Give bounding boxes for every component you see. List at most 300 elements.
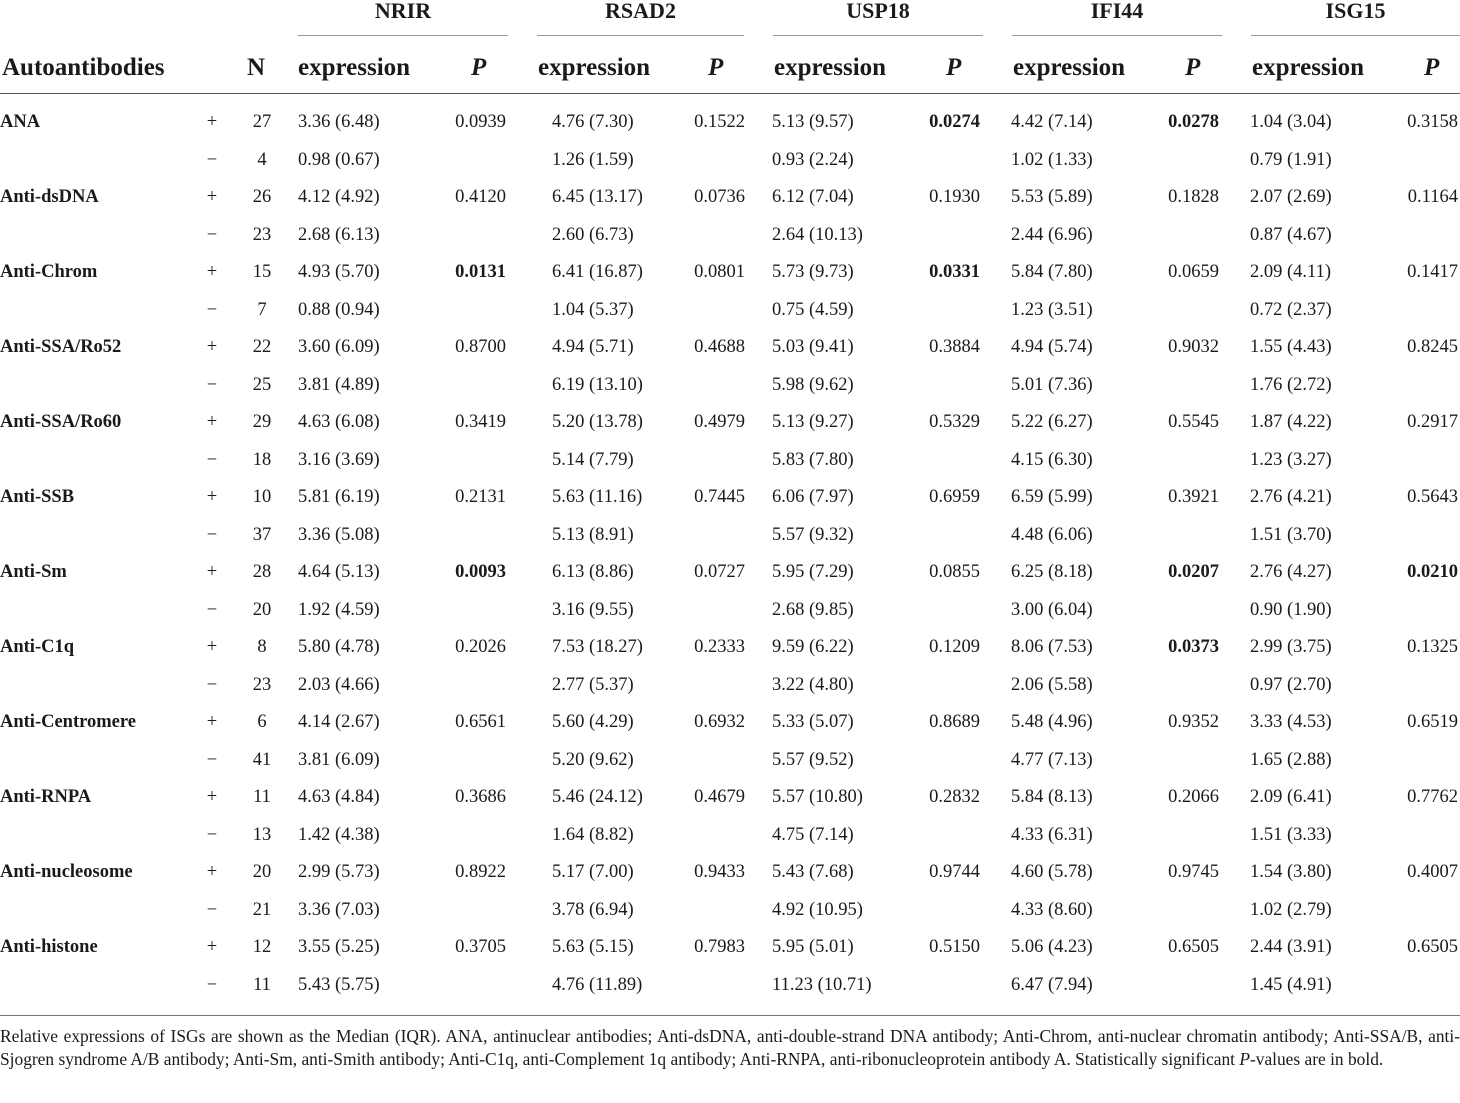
gene-underline-nrir [298, 35, 508, 36]
gene-header-ifi44: IFI44 [1090, 0, 1144, 23]
expression-cell: 3.36 (5.08) [298, 524, 380, 545]
p-value-cell [1159, 142, 1221, 180]
autoantibody-name: Anti-RNPA [0, 787, 92, 808]
gene-underline-ifi44 [1012, 35, 1222, 36]
expression-cell: 5.13 (8.91) [552, 524, 634, 545]
header-expression-isg15: expression [1252, 54, 1365, 81]
p-value-cell [1398, 517, 1460, 555]
column-gap [747, 929, 772, 967]
column-gap [747, 517, 772, 555]
column-gap [508, 367, 537, 405]
p-value-cell [685, 592, 747, 630]
expression-cell: 3.78 (6.94) [552, 899, 634, 920]
autoantibody-name-empty [0, 442, 198, 480]
expression-cell: 5.14 (7.79) [552, 449, 634, 470]
p-value-cell: 0.9745 [1168, 862, 1219, 883]
sign-cell: + [206, 562, 218, 583]
header-p-nrir: P [471, 54, 487, 81]
column-gap [982, 104, 1011, 142]
expression-cell: 3.16 (3.69) [298, 449, 380, 470]
column-gap [508, 892, 537, 930]
column-gap [1221, 592, 1250, 630]
table-row-ana-positive [0, 104, 1460, 142]
sign-cell: − [206, 824, 218, 845]
gene-header-rsad2: RSAD2 [605, 0, 676, 23]
column-gap [1221, 742, 1250, 780]
p-value-cell: 0.4007 [1407, 862, 1458, 883]
table-row-anti-chrom-negative [0, 292, 1460, 330]
column-gap [747, 292, 772, 330]
expression-cell: 1.23 (3.51) [1011, 299, 1093, 320]
header-p-isg15: P [1424, 54, 1440, 81]
autoantibody-name-empty [0, 292, 198, 330]
expression-cell: 4.63 (6.08) [298, 412, 380, 433]
column-gap [508, 704, 537, 742]
table-row-anti-ssb-negative [0, 517, 1460, 555]
column-gap [982, 442, 1011, 480]
n-cell: 26 [252, 187, 272, 208]
p-value-cell: 0.3419 [455, 412, 506, 433]
n-cell: 37 [252, 524, 272, 545]
column-gap [1221, 629, 1250, 667]
column-gap [982, 517, 1011, 555]
expression-cell: 11.23 (10.71) [772, 974, 872, 995]
column-gap [508, 404, 537, 442]
table-row-anti-ssa-ro60-positive [0, 404, 1460, 442]
autoantibody-name: ANA [0, 112, 41, 133]
p-value-cell [1398, 742, 1460, 780]
header-p-usp18: P [946, 54, 962, 81]
column-gap [1221, 404, 1250, 442]
autoantibody-name: Anti-C1q [0, 637, 75, 658]
n-cell: 20 [252, 599, 272, 620]
expression-cell: 4.15 (6.30) [1011, 449, 1093, 470]
table-row-anti-centromere-negative [0, 742, 1460, 780]
expression-cell: 2.07 (2.69) [1250, 187, 1332, 208]
p-value-cell [446, 142, 508, 180]
column-gap [508, 742, 537, 780]
p-value-cell [685, 217, 747, 255]
column-gap [747, 367, 772, 405]
p-value-cell [1159, 742, 1221, 780]
p-value-cell [1159, 667, 1221, 705]
table-row-anti-ssa-ro60-negative [0, 442, 1460, 480]
expression-cell: 3.36 (7.03) [298, 899, 380, 920]
sign-cell: − [206, 449, 218, 470]
table-row-anti-chrom-positive [0, 254, 1460, 292]
header-autoantibodies: Autoantibodies [2, 54, 165, 81]
expression-cell: 0.75 (4.59) [772, 299, 854, 320]
expression-cell: 5.43 (7.68) [772, 862, 854, 883]
column-gap [1221, 892, 1250, 930]
p-value-cell: 0.6561 [455, 712, 506, 733]
p-value-cell: 0.0659 [1168, 262, 1219, 283]
expression-cell: 5.53 (5.89) [1011, 187, 1093, 208]
sign-cell: + [206, 712, 218, 733]
table-bottom-rule [0, 1015, 1460, 1016]
expression-cell: 5.73 (9.73) [772, 262, 854, 283]
column-gap [1221, 817, 1250, 855]
sign-cell: + [206, 487, 218, 508]
expression-cell: 4.93 (5.70) [298, 262, 380, 283]
expression-cell: 4.94 (5.71) [552, 337, 634, 358]
header-rule [0, 93, 1460, 94]
expression-cell: 0.93 (2.24) [772, 149, 854, 170]
n-cell: 28 [252, 562, 272, 583]
n-cell: 11 [253, 787, 271, 808]
sign-cell: − [206, 224, 218, 245]
expression-cell: 0.97 (2.70) [1250, 674, 1332, 695]
expression-cell: 2.68 (6.13) [298, 224, 380, 245]
column-gap [508, 929, 537, 967]
n-cell: 23 [252, 674, 272, 695]
gene-header-usp18: USP18 [846, 0, 910, 23]
p-value-cell: 0.4979 [694, 412, 745, 433]
p-value-cell: 0.6505 [1407, 937, 1458, 958]
table-row-anti-ssa-ro52-negative [0, 367, 1460, 405]
p-value-cell [446, 967, 508, 1005]
n-cell: 29 [252, 412, 272, 433]
table-row-anti-centromere-positive [0, 704, 1460, 742]
autoantibody-name-empty [0, 967, 198, 1005]
expression-cell: 4.64 (5.13) [298, 562, 380, 583]
n-cell: 13 [252, 824, 272, 845]
sign-cell: + [206, 937, 218, 958]
p-value-cell [446, 442, 508, 480]
expression-cell: 5.13 (9.27) [772, 412, 854, 433]
sign-cell: − [206, 374, 218, 395]
expression-cell: 5.03 (9.41) [772, 337, 854, 358]
autoantibody-name-empty [0, 667, 198, 705]
table-row-anti-c1q-positive [0, 629, 1460, 667]
autoantibody-name-empty [0, 142, 198, 180]
column-gap [1221, 217, 1250, 255]
sign-cell: + [206, 112, 218, 133]
p-value-cell [920, 967, 982, 1005]
p-value-cell [920, 667, 982, 705]
column-gap [747, 629, 772, 667]
p-value-cell [446, 742, 508, 780]
column-gap [747, 404, 772, 442]
expression-cell: 2.60 (6.73) [552, 224, 634, 245]
sign-cell: − [206, 749, 218, 770]
gene-underline-usp18 [773, 35, 983, 36]
p-value-cell [920, 367, 982, 405]
expression-cell: 4.14 (2.67) [298, 712, 380, 733]
n-cell: 41 [252, 749, 272, 770]
expression-cell: 2.09 (6.41) [1250, 787, 1332, 808]
p-value-cell [446, 292, 508, 330]
p-value-cell: 0.1522 [694, 112, 745, 133]
column-gap [982, 817, 1011, 855]
expression-cell: 4.63 (4.84) [298, 787, 380, 808]
p-value-cell [1398, 817, 1460, 855]
sign-cell: + [206, 862, 218, 883]
p-value-cell: 0.7445 [694, 487, 745, 508]
expression-cell: 6.19 (13.10) [552, 374, 643, 395]
p-value-cell: 0.8922 [455, 862, 506, 883]
column-gap [982, 292, 1011, 330]
expression-cell: 5.06 (4.23) [1011, 937, 1093, 958]
expression-cell: 0.79 (1.91) [1250, 149, 1332, 170]
p-value-cell [1398, 892, 1460, 930]
p-value-cell [1398, 967, 1460, 1005]
p-value-cell [1159, 367, 1221, 405]
p-value-cell [1159, 217, 1221, 255]
n-cell: 7 [257, 299, 267, 320]
p-value-cell: 0.9433 [694, 862, 745, 883]
expression-cell: 6.12 (7.04) [772, 187, 854, 208]
expression-cell: 4.42 (7.14) [1011, 112, 1093, 133]
p-value-cell [1159, 517, 1221, 555]
expression-cell: 2.06 (5.58) [1011, 674, 1093, 695]
p-value-cell [685, 667, 747, 705]
p-value-cell: 0.1828 [1168, 187, 1219, 208]
table-row-anti-histone-negative [0, 967, 1460, 1005]
column-gap [982, 254, 1011, 292]
n-cell: 11 [253, 974, 271, 995]
expression-cell: 1.54 (3.80) [1250, 862, 1332, 883]
autoantibody-name: Anti-SSB [0, 487, 75, 508]
p-value-cell: 0.0210 [1407, 562, 1458, 583]
autoantibody-name-empty [0, 367, 198, 405]
p-value-cell [446, 367, 508, 405]
p-value-cell: 0.0274 [929, 112, 980, 133]
autoantibody-name-empty [0, 817, 198, 855]
header-p-rsad2: P [708, 54, 724, 81]
autoantibody-name-empty [0, 517, 198, 555]
table-row-anti-sm-positive [0, 554, 1460, 592]
expression-cell: 4.76 (7.30) [552, 112, 634, 133]
column-gap [508, 179, 537, 217]
column-gap [1221, 704, 1250, 742]
p-value-cell [446, 667, 508, 705]
expression-cell: 1.23 (3.27) [1250, 449, 1332, 470]
column-gap [508, 779, 537, 817]
p-value-cell [1159, 817, 1221, 855]
table-row-anti-sm-negative [0, 592, 1460, 630]
column-gap [982, 967, 1011, 1005]
p-value-cell: 0.0207 [1168, 562, 1219, 583]
p-value-cell: 0.5643 [1407, 487, 1458, 508]
column-gap [508, 104, 537, 142]
p-value-cell: 0.5150 [929, 937, 980, 958]
p-value-cell: 0.9744 [929, 862, 980, 883]
expression-cell: 1.76 (2.72) [1250, 374, 1332, 395]
p-value-cell [685, 367, 747, 405]
column-gap [1221, 479, 1250, 517]
expression-cell: 5.20 (9.62) [552, 749, 634, 770]
p-value-cell: 0.2917 [1407, 412, 1458, 433]
expression-cell: 3.55 (5.25) [298, 937, 380, 958]
p-value-cell: 0.0093 [455, 562, 506, 583]
p-value-cell [446, 217, 508, 255]
sign-cell: + [206, 262, 218, 283]
header-expression-ifi44: expression [1013, 54, 1126, 81]
p-value-cell: 0.0278 [1168, 112, 1219, 133]
p-value-cell [1159, 442, 1221, 480]
table-row-ana-negative [0, 142, 1460, 180]
p-value-cell: 0.3884 [929, 337, 980, 358]
p-value-cell [685, 142, 747, 180]
column-gap [982, 217, 1011, 255]
column-gap [508, 667, 537, 705]
expression-cell: 5.83 (7.80) [772, 449, 854, 470]
column-gap [508, 854, 537, 892]
column-gap [508, 592, 537, 630]
gene-underline-isg15 [1251, 35, 1460, 36]
n-cell: 27 [252, 112, 272, 133]
table-footnote [0, 1025, 1460, 1071]
column-gap [747, 142, 772, 180]
p-value-cell [446, 592, 508, 630]
expression-cell: 9.59 (6.22) [772, 637, 854, 658]
p-value-cell [685, 967, 747, 1005]
expression-cell: 5.57 (9.32) [772, 524, 854, 545]
p-value-cell [920, 892, 982, 930]
autoantibody-name: Anti-nucleosome [0, 862, 133, 883]
p-value-cell: 0.9352 [1168, 712, 1219, 733]
expression-cell: 0.98 (0.67) [298, 149, 380, 170]
p-value-cell [920, 292, 982, 330]
p-value-cell [1398, 292, 1460, 330]
expression-cell: 1.04 (3.04) [1250, 112, 1332, 133]
expression-cell: 1.65 (2.88) [1250, 749, 1332, 770]
p-value-cell: 0.7762 [1407, 787, 1458, 808]
column-gap [1221, 779, 1250, 817]
column-gap [747, 667, 772, 705]
column-gap [508, 329, 537, 367]
expression-cell: 6.59 (5.99) [1011, 487, 1093, 508]
expression-cell: 2.03 (4.66) [298, 674, 380, 695]
p-value-cell [920, 517, 982, 555]
expression-cell: 4.92 (10.95) [772, 899, 863, 920]
expression-cell: 1.04 (5.37) [552, 299, 634, 320]
expression-cell: 6.06 (7.97) [772, 487, 854, 508]
column-gap [1221, 442, 1250, 480]
column-gap [1221, 329, 1250, 367]
column-gap [747, 779, 772, 817]
sign-cell: − [206, 524, 218, 545]
p-value-cell: 0.5329 [929, 412, 980, 433]
expression-cell: 8.06 (7.53) [1011, 637, 1093, 658]
column-gap [1221, 967, 1250, 1005]
p-value-cell [446, 892, 508, 930]
expression-cell: 6.13 (8.86) [552, 562, 634, 583]
n-cell: 23 [252, 224, 272, 245]
expression-cell: 6.45 (13.17) [552, 187, 643, 208]
column-gap [747, 742, 772, 780]
n-cell: 10 [252, 487, 272, 508]
n-cell: 25 [252, 374, 272, 395]
p-value-cell: 0.5545 [1168, 412, 1219, 433]
column-gap [747, 892, 772, 930]
expression-cell: 2.64 (10.13) [772, 224, 863, 245]
column-gap [747, 254, 772, 292]
sign-cell: − [206, 149, 218, 170]
p-value-cell [1398, 142, 1460, 180]
column-gap [747, 967, 772, 1005]
p-value-cell: 0.1164 [1407, 187, 1458, 208]
expression-cell: 0.90 (1.90) [1250, 599, 1332, 620]
table-row-anti-rnpa-negative [0, 817, 1460, 855]
n-cell: 4 [257, 149, 267, 170]
expression-cell: 5.81 (6.19) [298, 487, 380, 508]
autoantibody-name: Anti-Chrom [0, 262, 98, 283]
column-gap [1221, 142, 1250, 180]
column-gap [982, 479, 1011, 517]
column-gap [982, 367, 1011, 405]
footnote-p-italic: P [1239, 1049, 1250, 1069]
column-gap [747, 329, 772, 367]
p-value-cell [685, 742, 747, 780]
expression-cell: 5.13 (9.57) [772, 112, 854, 133]
expression-cell: 5.63 (5.15) [552, 937, 634, 958]
p-value-cell [685, 442, 747, 480]
p-value-cell: 0.8700 [455, 337, 506, 358]
column-gap [1221, 517, 1250, 555]
column-gap [982, 892, 1011, 930]
autoantibody-name-empty [0, 892, 198, 930]
expression-cell: 4.60 (5.78) [1011, 862, 1093, 883]
column-gap [982, 704, 1011, 742]
expression-cell: 1.45 (4.91) [1250, 974, 1332, 995]
column-gap [982, 554, 1011, 592]
p-value-cell [446, 817, 508, 855]
results-table [0, 104, 1460, 1004]
expression-cell: 6.41 (16.87) [552, 262, 643, 283]
p-value-cell: 0.0736 [694, 187, 745, 208]
autoantibody-name: Anti-histone [0, 937, 98, 958]
expression-cell: 1.64 (8.82) [552, 824, 634, 845]
autoantibody-name: Anti-dsDNA [0, 187, 99, 208]
p-value-cell: 0.3158 [1407, 112, 1458, 133]
table-row-anti-ssb-positive [0, 479, 1460, 517]
expression-cell: 1.55 (4.43) [1250, 337, 1332, 358]
column-gap [747, 817, 772, 855]
n-cell: 6 [257, 712, 267, 733]
p-value-cell: 0.6932 [694, 712, 745, 733]
p-value-cell [1398, 367, 1460, 405]
autoantibody-name-empty [0, 217, 198, 255]
column-gap [747, 479, 772, 517]
sign-cell: − [206, 899, 218, 920]
expression-cell: 2.44 (3.91) [1250, 937, 1332, 958]
p-value-cell: 0.1209 [929, 637, 980, 658]
header-expression-nrir: expression [298, 54, 411, 81]
p-value-cell: 0.9032 [1168, 337, 1219, 358]
column-gap [1221, 667, 1250, 705]
expression-cell: 5.46 (24.12) [552, 787, 643, 808]
p-value-cell: 0.0131 [455, 262, 506, 283]
expression-cell: 4.94 (5.74) [1011, 337, 1093, 358]
autoantibody-name-empty [0, 592, 198, 630]
expression-cell: 4.12 (4.92) [298, 187, 380, 208]
column-gap [508, 967, 537, 1005]
table-row-anti-rnpa-positive [0, 779, 1460, 817]
column-gap [1221, 179, 1250, 217]
column-gap [1221, 929, 1250, 967]
column-gap [747, 592, 772, 630]
expression-cell: 0.88 (0.94) [298, 299, 380, 320]
n-cell: 15 [252, 262, 272, 283]
column-gap [508, 517, 537, 555]
table-row-anti-nucleosome-positive [0, 854, 1460, 892]
sign-cell: + [206, 337, 218, 358]
p-value-cell [446, 517, 508, 555]
expression-cell: 5.43 (5.75) [298, 974, 380, 995]
p-value-cell: 0.0727 [694, 562, 745, 583]
